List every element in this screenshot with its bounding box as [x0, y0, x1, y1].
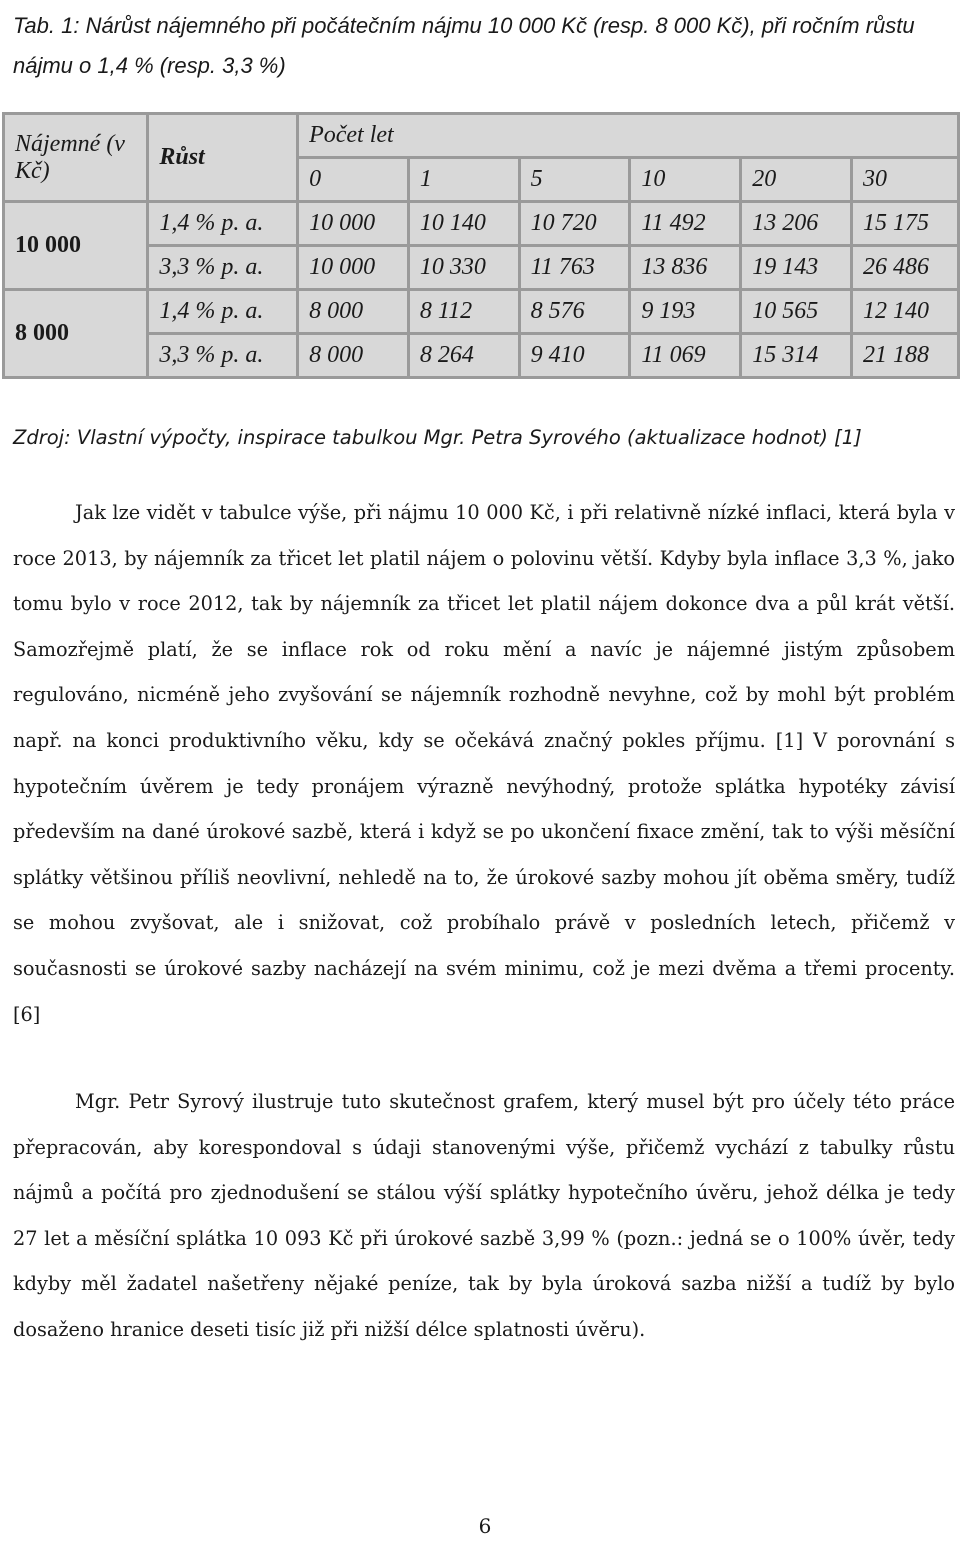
value-cell: 8 112 [408, 290, 519, 334]
growth-cell: 3,3 % p. a. [148, 334, 298, 378]
table-row [4, 202, 959, 246]
table-header-row [4, 114, 959, 158]
growth-cell: 1,4 % p. a. [148, 202, 298, 246]
year-cell: 30 [851, 158, 958, 202]
table-caption: Tab. 1: Nárůst nájemného při počátečním nájmu 10 000 Kč (resp. 8 000 Kč), při ročním růstu nájmu o 1,4 % (resp. 3,3 %) [13, 13, 915, 78]
paragraph-2 [13, 1079, 955, 1353]
table-source: Zdroj: Vlastní výpočty, inspirace tabulkou Mgr. Petra Syrového (aktualizace hodnot) [1] [13, 426, 862, 449]
value-cell: 10 000 [298, 202, 409, 246]
paragraph-2-text: Mgr. Petr Syrový ilustruje tuto skutečnost grafem, který musel být pro účely této práce přepracován, aby korespondoval s údaji stanovenými výše, přičemž vychází z tabulky růstu nájmů a počítá pro zjednodušení se stálou výší splátky hypotečního úvěru, jehož délka je tedy 27 let a měsíční splátka 10 093 Kč při úrokové sazbě 3,99 % (pozn.: jedná se o 100% úvěr, tedy kdyby měl žadatel našetřeny nějaké peníze, tak by byla úroková sazba nižší a tudíž by bylo dosaženo hranice deseti tisíc již při nižší délce splatnosti úvěru). [13, 1090, 955, 1341]
value-cell: 11 492 [630, 202, 741, 246]
growth-cell: 3,3 % p. a. [148, 246, 298, 290]
value-cell: 10 565 [741, 290, 852, 334]
value-cell: 10 330 [408, 246, 519, 290]
year-cell: 5 [519, 158, 630, 202]
value-cell: 10 140 [408, 202, 519, 246]
header-growth: Růst [148, 114, 298, 202]
rent-cell: 10 000 [4, 202, 148, 290]
value-cell: 8 264 [408, 334, 519, 378]
value-cell: 21 188 [851, 334, 958, 378]
value-cell: 8 576 [519, 290, 630, 334]
header-years: Počet let [298, 114, 959, 158]
value-cell: 10 720 [519, 202, 630, 246]
header-rent: Nájemné (v Kč) [4, 114, 148, 202]
value-cell: 19 143 [741, 246, 852, 290]
growth-cell: 1,4 % p. a. [148, 290, 298, 334]
year-cell: 10 [630, 158, 741, 202]
value-cell: 11 763 [519, 246, 630, 290]
value-cell: 11 069 [630, 334, 741, 378]
rent-growth-table [2, 112, 960, 379]
paragraph-1-text: Jak lze vidět v tabulce výše, při nájmu 10 000 Kč, i při relativně nízké inflaci, která byla v roce 2013, by nájemník za třicet let platil nájem o polovinu větší. Kdyby byla inflace 3,3 %, jako tomu bylo v roce 2012, tak by nájemník za třicet let platil nájem dokonce dva a půl krát větší. Samozřejmě platí, že se inflace rok od roku mění a navíc je nájemné jistým způsobem regulováno, nicméně jeho zvyšování se nájemník rozhodně nevyhne, což by mohl být problém např. na konci produktivního věku, kdy se očekává značný pokles příjmu. [1] V porovnání s hypotečním úvěrem je tedy pronájem výrazně nevýhodný, protože splátka hypotéky závisí především na dané úrokové sazbě, která i když se po ukončení fixace změní, tak to výši měsíční splátky většinou příliš neovlivní, nehledě na to, že úrokové sazby mohou jít oběma směry, tudíž se mohou zvyšovat, ale i snižovat, což probíhalo právě v posledních letech, přičemž v současnosti se úrokové sazby nacházejí na svém minimu, což je mezi dvěma a třemi procenty. [6] [13, 501, 955, 1026]
value-cell: 8 000 [298, 290, 409, 334]
page-number: 6 [478, 1514, 492, 1538]
value-cell: 12 140 [851, 290, 958, 334]
value-cell: 15 314 [741, 334, 852, 378]
table-row [4, 290, 959, 334]
rent-cell: 8 000 [4, 290, 148, 378]
value-cell: 8 000 [298, 334, 409, 378]
year-cell: 0 [298, 158, 409, 202]
value-cell: 9 193 [630, 290, 741, 334]
value-cell: 9 410 [519, 334, 630, 378]
paragraph-1 [13, 490, 955, 1037]
value-cell: 10 000 [298, 246, 409, 290]
value-cell: 13 836 [630, 246, 741, 290]
value-cell: 13 206 [741, 202, 852, 246]
value-cell: 15 175 [851, 202, 958, 246]
value-cell: 26 486 [851, 246, 958, 290]
year-cell: 20 [741, 158, 852, 202]
year-cell: 1 [408, 158, 519, 202]
